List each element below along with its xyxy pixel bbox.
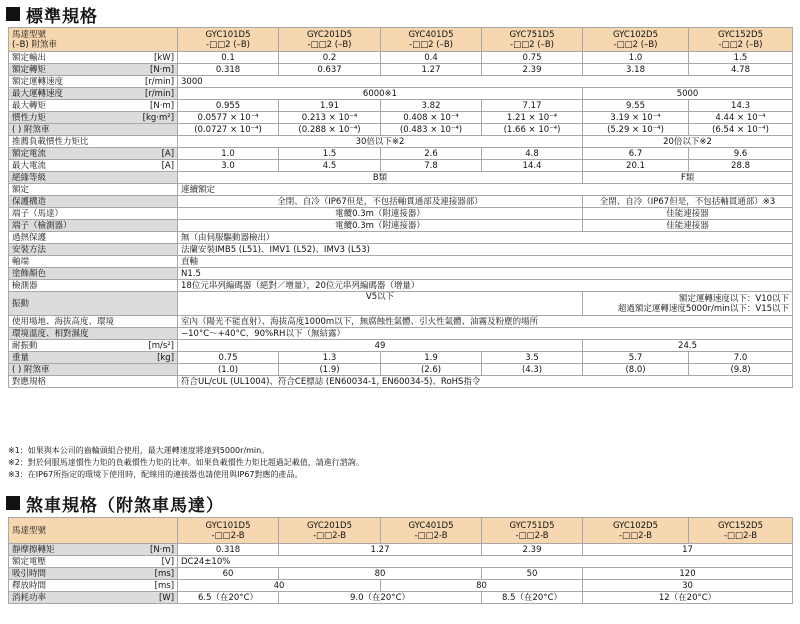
table-cell: F類	[583, 172, 793, 184]
row-inertia	[9, 112, 793, 124]
table-cell: 直軸	[178, 256, 793, 268]
table-cell: 振動	[9, 292, 178, 316]
table-cell: GYC102D5	[613, 520, 659, 531]
table-cell: 14.3	[689, 100, 793, 112]
table-cell: (0.288 × 10⁻⁴)	[279, 124, 381, 136]
table-cell: (2.6)	[381, 364, 482, 376]
table-cell: 2.39	[482, 544, 583, 556]
table-cell: 額定運轉速度	[9, 76, 141, 88]
table-cell: −10°C〜+40°C、90%RH以下（無結露）	[178, 328, 793, 340]
square-bullet-icon	[6, 496, 20, 510]
table-cell: -□□2-B	[515, 530, 549, 541]
table-cell: 最大電流	[9, 160, 141, 172]
table-cell: [kW]	[141, 52, 178, 64]
table-cell: 額定運轉速度以下：V10以下	[678, 293, 790, 304]
row-vibration	[9, 292, 793, 316]
model-header	[689, 28, 793, 52]
brake-header-row	[9, 518, 793, 544]
table-cell: 30倍以下※2	[178, 136, 583, 148]
model-header	[178, 28, 279, 52]
table-cell: 0.955	[178, 100, 279, 112]
table-cell: 無（由伺服驅動器檢出）	[178, 232, 793, 244]
table-cell: -□□2-B	[312, 530, 347, 541]
table-cell: 5000	[583, 88, 793, 100]
vibration-detail	[583, 292, 793, 316]
table-cell: 6000※1	[178, 88, 583, 100]
brake-row-rated-voltage	[9, 556, 793, 568]
table-cell: 8.5（在20°C）	[482, 592, 583, 604]
row-insulation	[9, 172, 793, 184]
table-cell: -□□2 (–B)	[718, 39, 763, 50]
table-cell: (0.483 × 10⁻⁴)	[381, 124, 482, 136]
table-cell: 額定	[9, 184, 178, 196]
table-cell: 1.21 × 10⁻⁴	[482, 112, 583, 124]
table-cell: [r/min]	[141, 76, 178, 88]
table-cell: 3.19 × 10⁻⁴	[583, 112, 689, 124]
table-cell: 1.3	[279, 352, 381, 364]
table-cell: 0.1	[178, 52, 279, 64]
table-cell: 吸引時間	[9, 568, 141, 580]
brake-model-header	[279, 518, 381, 544]
table-cell: 耐振動	[9, 340, 141, 352]
brake-model-header	[482, 518, 583, 544]
table-cell: GYC401D5	[408, 29, 454, 40]
row-weight-brake	[9, 364, 793, 376]
table-cell: [m/s²]	[141, 340, 178, 352]
table-cell: 0.318	[178, 544, 279, 556]
table-cell: 端子（馬達）	[9, 208, 178, 220]
table-cell: 2.39	[482, 64, 583, 76]
model-header	[381, 28, 482, 52]
footnotes	[8, 445, 364, 481]
table-cell: (8.0)	[583, 364, 689, 376]
table-cell: 4.44 × 10⁻⁴	[689, 112, 793, 124]
table-cell: (9.8)	[689, 364, 793, 376]
brake-row-pull-time	[9, 568, 793, 580]
table-cell: 17	[583, 544, 793, 556]
table-cell: B類	[178, 172, 583, 184]
table-cell: [A]	[141, 148, 178, 160]
row-vibration-resistance	[9, 340, 793, 352]
table-cell: 全閉、自冷（IP67但是，不包括軸貫通部及連接器部）	[178, 196, 583, 208]
row-environment	[9, 316, 793, 328]
spec-section-title	[6, 3, 98, 25]
brake-title-text: 煞車規格（附煞車馬達）	[26, 495, 224, 516]
table-cell: 過熱保護	[9, 232, 178, 244]
table-cell: (4.3)	[482, 364, 583, 376]
table-cell: 12（在20°C）	[583, 592, 793, 604]
brake-model-header	[381, 518, 482, 544]
row-weight	[9, 352, 793, 364]
table-cell: 4.78	[689, 64, 793, 76]
row-rated-torque	[9, 64, 793, 76]
table-cell: 60	[178, 568, 279, 580]
row-load-inertia	[9, 136, 793, 148]
footnote-2: ※2：對於伺服馬達慣性力矩的負載慣性力矩的比率。如果負載慣性力矩比超過記載值，請進行諮詢。	[8, 458, 364, 467]
table-cell: DC24±10%	[178, 556, 793, 568]
table-cell: 2.6	[381, 148, 482, 160]
row-temp-humidity	[9, 328, 793, 340]
model-header	[583, 28, 689, 52]
table-cell: GYC152D5	[718, 29, 764, 40]
table-cell: 3.18	[583, 64, 689, 76]
table-cell: 最大轉矩	[9, 100, 141, 112]
table-cell: ( ) 附煞車	[9, 124, 178, 136]
row-inertia-brake	[9, 124, 793, 136]
table-cell: 安裝方法	[9, 244, 178, 256]
table-cell: 14.4	[482, 160, 583, 172]
row-rating	[9, 184, 793, 196]
brake-model-header	[689, 518, 793, 544]
brake-header-label: 馬達型號	[9, 518, 178, 544]
header-label-cell	[9, 28, 178, 52]
table-cell: 慣性力矩	[9, 112, 141, 124]
table-cell: 50	[482, 568, 583, 580]
table-cell: 靜摩擦轉矩	[9, 544, 141, 556]
table-cell: 電纜0.3m（附連接器）	[178, 208, 583, 220]
table-cell: 符合UL/cUL (UL1004)、符合CE標誌 (EN60034-1, EN60034-5)、RoHS指令	[178, 376, 793, 388]
table-cell: 30	[583, 580, 793, 592]
table-cell: GYC152D5	[718, 520, 764, 531]
table-cell: (6.54 × 10⁻⁴)	[689, 124, 793, 136]
table-cell: 1.0	[178, 148, 279, 160]
row-protection	[9, 196, 793, 208]
brake-section-title	[6, 492, 224, 514]
table-cell: -□□2-B	[211, 530, 245, 541]
table-cell: 80	[381, 580, 583, 592]
table-cell: GYC102D5	[613, 29, 659, 40]
table-cell: 20.1	[583, 160, 689, 172]
row-terminal-detector	[9, 220, 793, 232]
table-cell: 80	[279, 568, 482, 580]
table-cell: 6.7	[583, 148, 689, 160]
table-cell: 對應規格	[9, 376, 178, 388]
table-cell: -□□2 (–B)	[307, 39, 352, 50]
table-cell: 3.5	[482, 352, 583, 364]
row-rated-current	[9, 148, 793, 160]
table-cell: (1.9)	[279, 364, 381, 376]
table-cell: 0.2	[279, 52, 381, 64]
table-cell: GYC201D5	[307, 520, 353, 531]
row-max-torque	[9, 100, 793, 112]
spec-title-text: 標準規格	[26, 6, 98, 27]
table-cell: V5以下	[178, 292, 583, 316]
table-cell: 120	[583, 568, 793, 580]
row-max-current	[9, 160, 793, 172]
table-cell: 9.0（在20°C）	[279, 592, 482, 604]
table-cell: 室內（陽光不能直射）、海拔高度1000m以下，無腐蝕性氣體、引火性氣體、油霧及粉塵的場所	[178, 316, 793, 328]
table-cell: 端子（檢測器）	[9, 220, 178, 232]
table-cell: 絕緣等級	[9, 172, 178, 184]
table-cell: [N·m]	[141, 100, 178, 112]
table-cell: 軸端	[9, 256, 178, 268]
table-cell: [ms]	[141, 580, 178, 592]
table-cell: GYC201D5	[307, 29, 353, 40]
table-cell: (5.29 × 10⁻⁴)	[583, 124, 689, 136]
table-cell: 額定電壓	[9, 556, 141, 568]
table-cell: [r/min]	[141, 88, 178, 100]
table-cell: 0.408 × 10⁻⁴	[381, 112, 482, 124]
table-cell: -□□2 (–B)	[409, 39, 453, 50]
table-cell: 4.8	[482, 148, 583, 160]
model-header	[279, 28, 381, 52]
table-cell: [A]	[141, 160, 178, 172]
table-cell: 塗飾顏色	[9, 268, 178, 280]
table-cell: 0.4	[381, 52, 482, 64]
table-cell: 額定轉矩	[9, 64, 141, 76]
table-cell: [N·m]	[141, 64, 178, 76]
table-cell: GYC101D5	[205, 29, 251, 40]
row-rated-output	[9, 52, 793, 64]
table-cell: 法蘭安裝IMB5 (L51)、IMV1 (L52)、IMV3 (L53)	[178, 244, 793, 256]
square-bullet-icon	[6, 7, 20, 21]
table-cell: 5.7	[583, 352, 689, 364]
table-cell: [W]	[141, 592, 178, 604]
brake-model-header	[178, 518, 279, 544]
table-cell: 4.5	[279, 160, 381, 172]
table-cell: 18位元串列編碼器（絕對／增量），20位元串列編碼器（增量）	[178, 280, 793, 292]
table-cell: 推薦負載慣性力矩比	[9, 136, 178, 148]
header-row	[9, 28, 793, 52]
table-cell: 保護構造	[9, 196, 178, 208]
table-cell: (1.0)	[178, 364, 279, 376]
table-cell: 24.5	[583, 340, 793, 352]
table-cell: GYC751D5	[509, 520, 555, 531]
row-overheat	[9, 232, 793, 244]
table-cell: 3.0	[178, 160, 279, 172]
table-cell: [kg]	[141, 352, 178, 364]
table-cell: 重量	[9, 352, 141, 364]
table-cell: 20倍以下※2	[583, 136, 793, 148]
table-cell: 超過額定運轉速度5000r/min以下：V15以下	[617, 303, 790, 314]
table-cell: 28.8	[689, 160, 793, 172]
table-cell: 釋放時間	[9, 580, 141, 592]
spec-table	[8, 27, 793, 388]
table-cell: 額定電流	[9, 148, 141, 160]
table-cell: 7.8	[381, 160, 482, 172]
table-cell: 1.27	[381, 64, 482, 76]
table-cell: -□□2 (–B)	[510, 39, 554, 50]
table-cell: GYC751D5	[509, 29, 555, 40]
header-label-1: 馬達型號	[12, 29, 47, 40]
brake-table	[8, 517, 793, 604]
table-cell: 全閉、自冷（IP67但是，不包括軸貫通部）※3	[583, 196, 793, 208]
footnote-1: ※1：如果與本公司的齒輪頭組合使用，最大運轉速度將達到5000r/min。	[8, 446, 270, 455]
table-cell: -□□2 (–B)	[613, 39, 658, 50]
table-cell: 環境溫度、相對濕度	[9, 328, 178, 340]
table-cell: 額定輸出	[9, 52, 141, 64]
table-cell: ( ) 附煞車	[9, 364, 178, 376]
table-cell: [ms]	[141, 568, 178, 580]
table-cell: 9.6	[689, 148, 793, 160]
table-cell: 0.0577 × 10⁻⁴	[178, 112, 279, 124]
table-cell: 消耗功率	[9, 592, 141, 604]
table-cell: [N·m]	[141, 544, 178, 556]
brake-model-header	[583, 518, 689, 544]
table-cell: 最大運轉速度	[9, 88, 141, 100]
table-cell: 3.82	[381, 100, 482, 112]
table-cell: 49	[178, 340, 583, 352]
table-cell: 7.0	[689, 352, 793, 364]
table-cell: 3000	[178, 76, 793, 88]
footnote-3: ※3：在IP67所指定的環境下使用時，配線用的連接器也請使用與IP67對應的產品。	[8, 470, 303, 479]
table-cell: N1.5	[178, 268, 793, 280]
table-cell: 檢測器	[9, 280, 178, 292]
row-mounting	[9, 244, 793, 256]
table-cell: 0.318	[178, 64, 279, 76]
table-cell: -□□2-B	[618, 530, 653, 541]
table-cell: -□□2-B	[414, 530, 448, 541]
row-terminal-motor	[9, 208, 793, 220]
table-cell: 1.9	[381, 352, 482, 364]
table-cell: (0.0727 × 10⁻⁴)	[178, 124, 279, 136]
row-shaft	[9, 256, 793, 268]
table-cell: 1.5	[279, 148, 381, 160]
table-cell: [kg·m²]	[141, 112, 178, 124]
table-cell: 使用場地、海拔高度、環境	[9, 316, 178, 328]
row-rated-speed	[9, 76, 793, 88]
table-cell: 1.5	[689, 52, 793, 64]
row-paint	[9, 268, 793, 280]
table-cell: 1.91	[279, 100, 381, 112]
table-cell: 1.27	[279, 544, 482, 556]
table-cell: 6.5（在20°C）	[178, 592, 279, 604]
brake-row-power	[9, 592, 793, 604]
table-cell: -□□2 (–B)	[206, 39, 250, 50]
brake-row-static-torque	[9, 544, 793, 556]
table-cell: 佳能連接器	[583, 208, 793, 220]
table-cell: GYC101D5	[205, 520, 251, 531]
row-max-speed	[9, 88, 793, 100]
table-cell: -□□2-B	[723, 530, 758, 541]
table-cell: 0.75	[178, 352, 279, 364]
table-cell: 0.213 × 10⁻⁴	[279, 112, 381, 124]
table-cell: 9.55	[583, 100, 689, 112]
table-cell: 1.0	[583, 52, 689, 64]
model-header	[482, 28, 583, 52]
table-cell: 電纜0.3m（附連接器）	[178, 220, 583, 232]
header-label-2: (–B) 附煞車	[12, 39, 57, 50]
table-cell: GYC401D5	[408, 520, 454, 531]
table-cell: 7.17	[482, 100, 583, 112]
table-cell: 0.75	[482, 52, 583, 64]
table-cell: (1.66 × 10⁻⁴)	[482, 124, 583, 136]
brake-row-release-time	[9, 580, 793, 592]
row-standards	[9, 376, 793, 388]
table-cell: 連續額定	[178, 184, 793, 196]
table-cell: 0.637	[279, 64, 381, 76]
table-cell: [V]	[141, 556, 178, 568]
table-cell: 佳能連接器	[583, 220, 793, 232]
row-encoder	[9, 280, 793, 292]
table-cell: 40	[178, 580, 381, 592]
